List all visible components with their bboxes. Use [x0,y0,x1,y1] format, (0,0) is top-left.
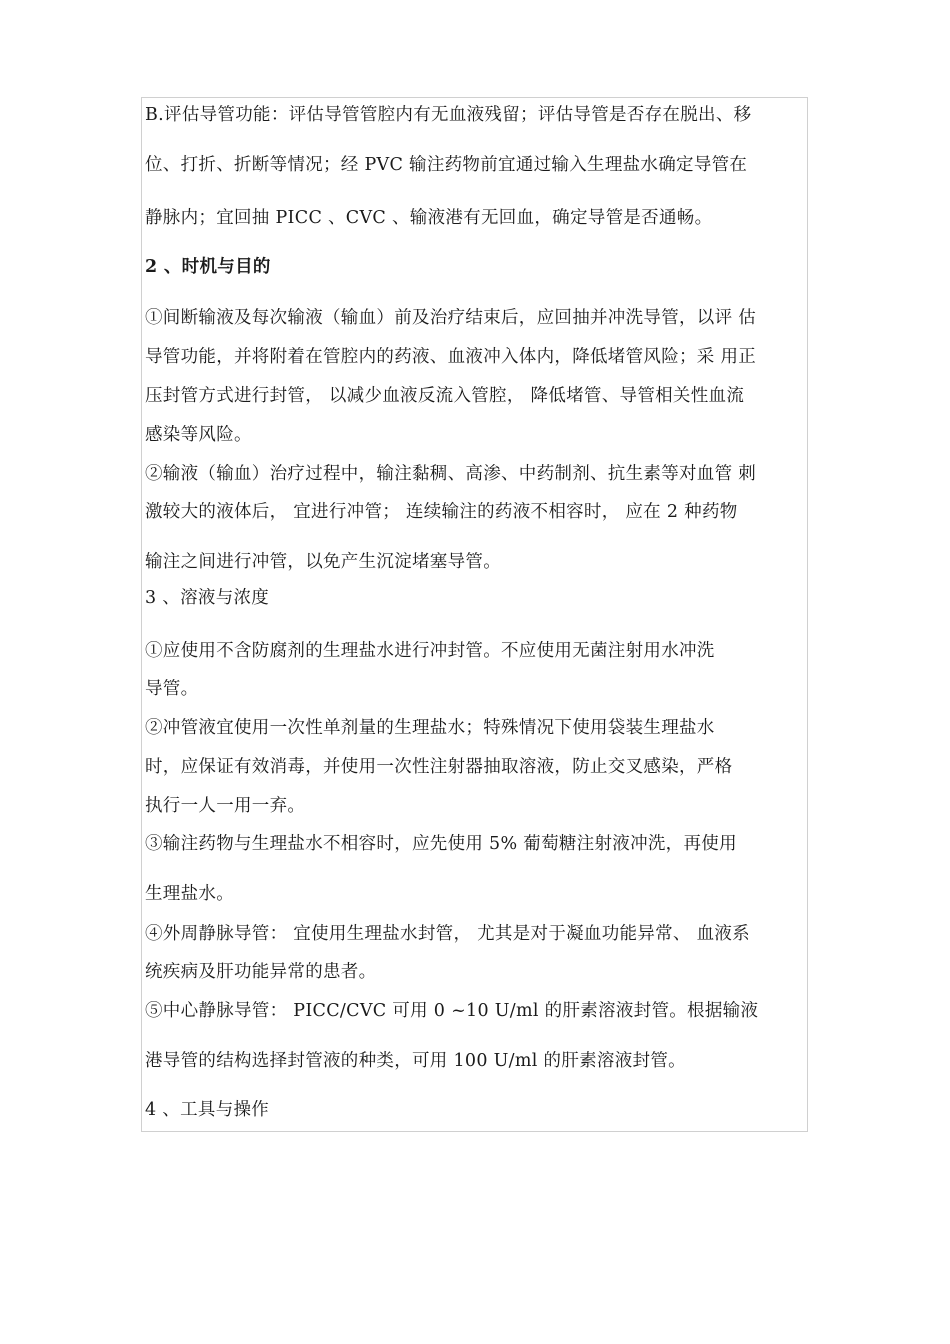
text-line: 压封管方式进行封管， 以减少血液反流入管腔， 降低堵管、导管相关性血流 [145,386,745,406]
text-line: ②输液（输血）治疗过程中，输注黏稠、高渗、中药制剂、抗生素等对血管 刺 [145,464,757,484]
text-line: 时，应保证有效消毒，并使用一次性注射器抽取溶液，防止交叉感染，严格 [145,757,733,777]
text-line: 导管功能，并将附着在管腔内的药液、血液冲入体内，降低堵管风险；采 用正 [145,347,757,367]
text-line: ①间断输液及每次输液（输血）前及治疗结束后，应回抽并冲洗导管，以评 估 [145,308,757,328]
text-line: 统疾病及肝功能异常的患者。 [145,962,377,982]
text-line: ②冲管液宜使用一次性单剂量的生理盐水；特殊情况下使用袋装生理盐水 [145,718,715,738]
text-line: 激较大的液体后， 宜进行冲管； 连续输注的药液不相容时， 应在 2 种药物 [145,502,738,522]
text-line: ④外周静脉导管： 宜使用生理盐水封管， 尤其是对于凝血功能异常、 血液系 [145,924,750,944]
text-line: 生理盐水。 [145,884,234,904]
section-heading: 3 、溶液与浓度 [145,588,270,608]
text-line: B.评估导管功能：评估导管管腔内有无血液残留；评估导管是否存在脱出、移 [145,105,752,125]
text-line: ③输注药物与生理盐水不相容时，应先使用 5% 葡萄糖注射液冲洗，再使用 [145,834,737,854]
text-line: 港导管的结构选择封管液的种类，可用 100 U/ml 的肝素溶液封管。 [145,1051,686,1071]
text-line: 输注之间进行冲管，以免产生沉淀堵塞导管。 [145,552,501,572]
text-line: 静脉内；宜回抽 PICC 、CVC 、输液港有无回血，确定导管是否通畅。 [145,208,713,228]
text-line: ①应使用不含防腐剂的生理盐水进行冲封管。不应使用无菌注射用水冲洗 [145,641,715,661]
text-line: ⑤中心静脉导管： PICC/CVC 可用 0 ~10 U/ml 的肝素溶液封管。根据输液 [145,1001,759,1021]
text-line: 感染等风险。 [145,425,252,445]
text-line: 执行一人一用一弃。 [145,796,306,816]
section-heading: 4 、工具与操作 [145,1100,270,1120]
section-heading: 2 、时机与目的 [145,257,271,277]
text-line: 位、打折、折断等情况；经 PVC 输注药物前宜通过输入生理盐水确定导管在 [145,155,748,175]
text-line: 导管。 [145,679,199,699]
